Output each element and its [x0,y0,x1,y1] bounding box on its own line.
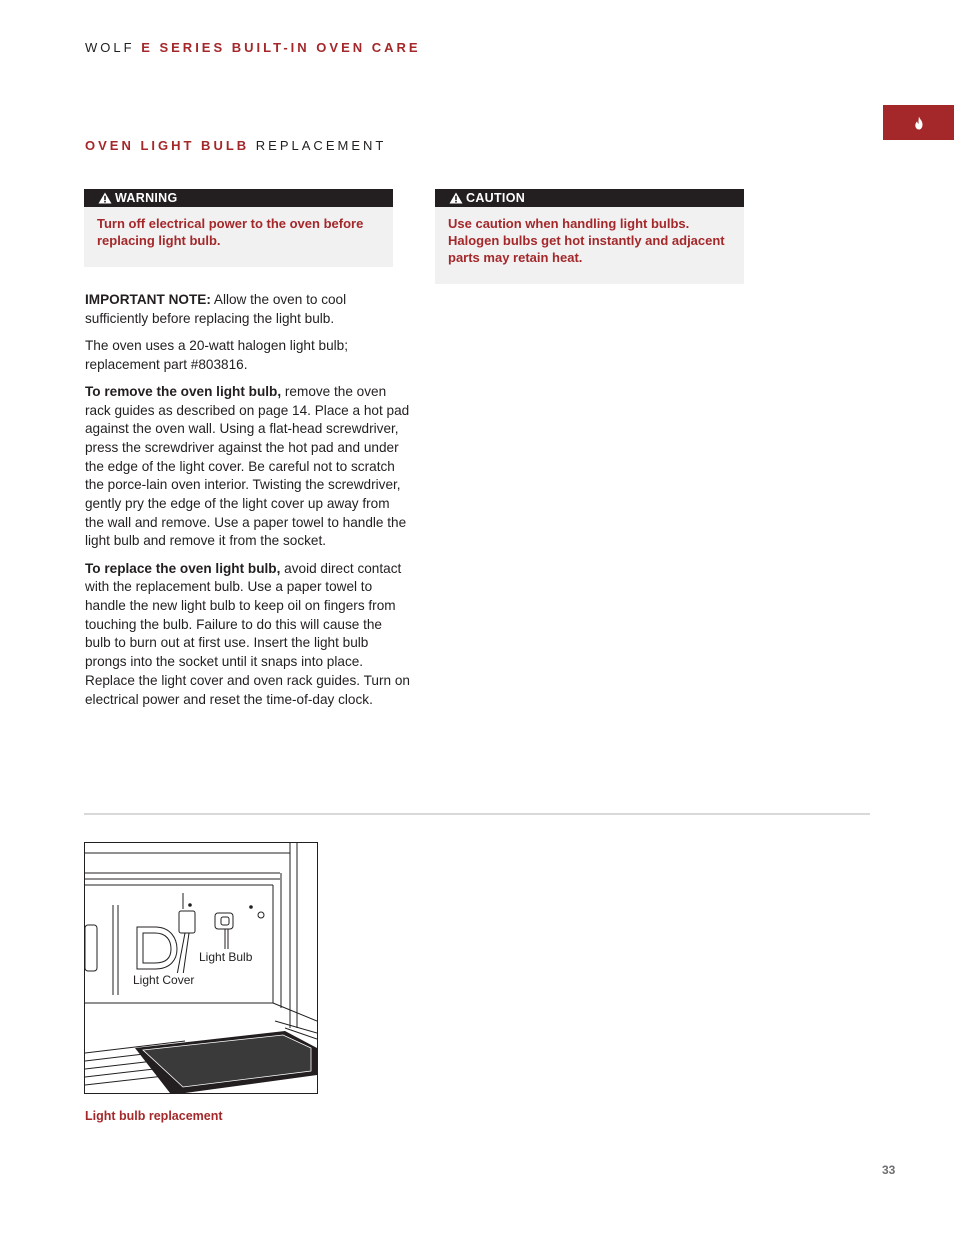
caution-label: CAUTION [466,191,526,205]
replace-label: To replace the oven light bulb, [85,560,281,576]
running-header [85,40,421,55]
body-text [85,291,410,718]
warning-bar [84,189,393,207]
figure-caption: Light bulb replacement [85,1109,223,1123]
oven-interior-drawing [85,843,317,1093]
light-bulb-illustration [84,842,318,1094]
label-light-cover: Light Cover [133,973,195,987]
warning-box [84,189,393,267]
replace-text: avoid direct contact with the replacement bulb. Use a paper towel to handle the new light bulb to keep oil on fingers from touching the bulb. Failure to do this will cause the bulb to burn out at first use. Insert the light bulb prongs into the socket until it snaps into place. Replace the light cover and oven rack guides. Turn on electrical power and reset the time-of-day clock. [85,560,410,707]
remove-text: remove the oven rack guides as described on page 14. Place a hot pad against the oven wall. Using a flat-head screwdriver, press the screwdriver against the hot pad and under the edge of the light cover. Be careful not to scratch the porce-lain oven interior. Twisting the screwdriver, gently pry the edge of the light cover up away from the wall and remove. Use a paper towel to handle the light bulb and remove it from the socket. [85,383,410,549]
section-divider [84,813,870,815]
important-note [85,291,410,328]
bulb-spec: The oven uses a 20-watt halogen light bulb; replacement part #803816. [85,337,348,372]
note-label: IMPORTANT NOTE: [85,292,211,307]
warning-triangle-icon [98,192,112,204]
caution-text: Use caution when handling light bulbs. Halogen bulbs get hot instantly and adjacent parts may retain heat. [448,216,725,265]
header-brand: WOLF [85,40,135,55]
section-title-rest: REPLACEMENT [255,138,387,153]
warning-triangle-icon [449,192,463,204]
label-light-bulb: Light Bulb [199,950,253,964]
page-number: 33 [882,1163,896,1177]
note-text: Allow the oven to cool sufficiently before replacing the light bulb. [85,292,347,326]
section-tab [883,105,954,140]
warning-label: WARNING [115,191,178,205]
caution-box [435,189,744,284]
warning-text: Turn off electrical power to the oven before replacing light bulb. [97,216,364,248]
section-title [85,138,386,153]
replace-instructions [85,560,410,710]
remove-label: To remove the oven light bulb, [85,383,282,399]
header-title: E SERIES BUILT-IN OVEN CARE [141,40,421,55]
flame-icon [913,116,925,130]
remove-instructions [85,383,410,551]
section-title-strong: OVEN LIGHT BULB [85,138,250,153]
caution-bar [435,189,744,207]
